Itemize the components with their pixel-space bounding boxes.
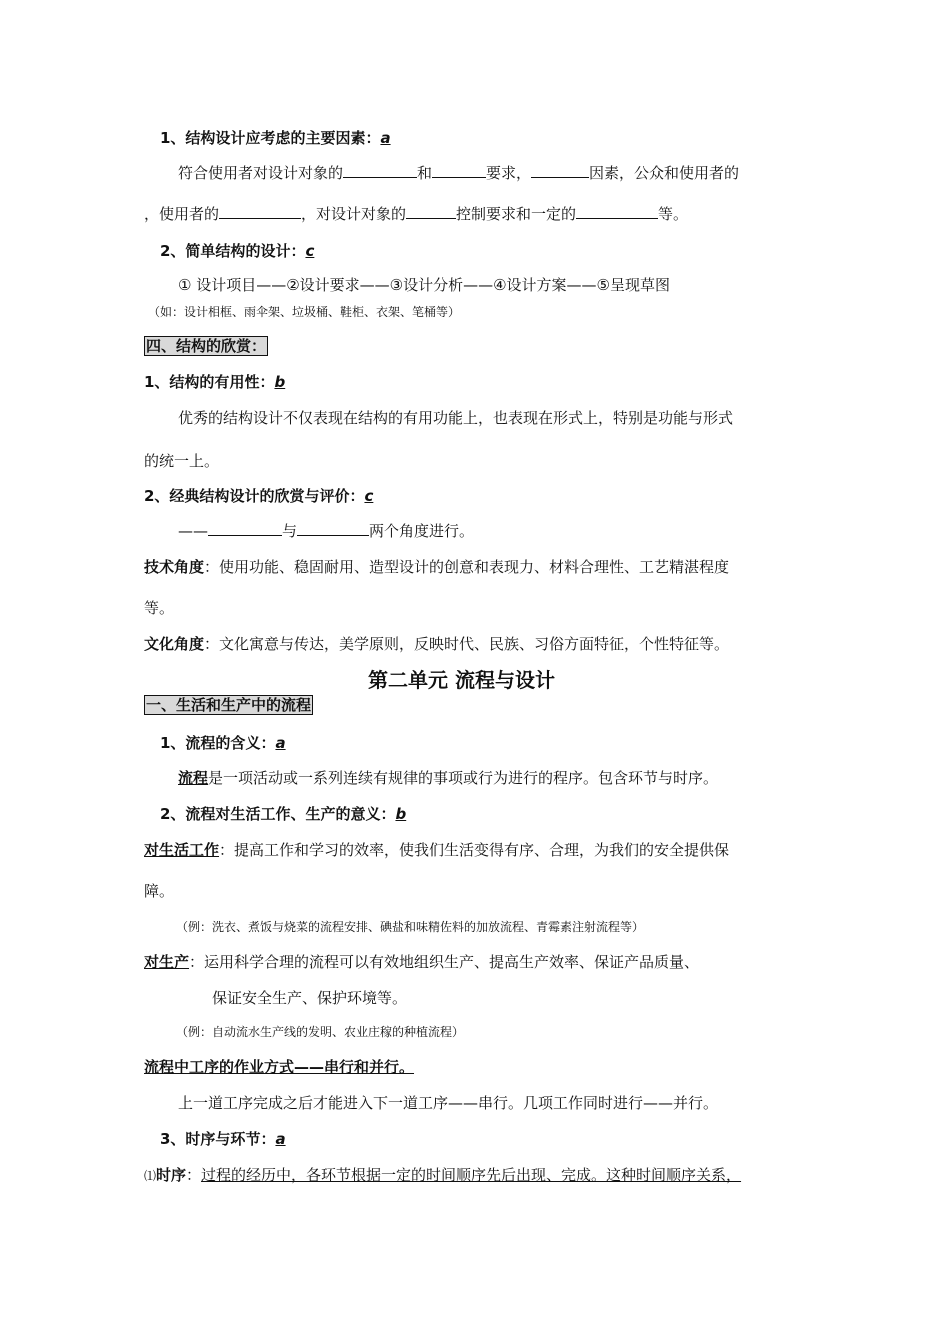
level-tag: b: [395, 805, 407, 823]
heading-label: 2、简单结构的设计：: [160, 242, 306, 260]
heading-label: 2、流程对生活工作、生产的意义：: [160, 805, 396, 823]
text-fragment: 和: [417, 164, 433, 182]
fill-blank: [219, 204, 301, 219]
fill-blank: [531, 163, 589, 178]
level-tag: a: [275, 734, 286, 752]
paragraph-cultural-angle: [144, 633, 729, 655]
heading-label: 1、流程的含义：: [160, 734, 276, 752]
paragraph-life-work: [144, 839, 729, 861]
fill-blank: [432, 163, 486, 178]
level-tag: b: [274, 373, 286, 391]
text-fragment: ：文化寓意与传达，美学原则，反映时代、民族、习俗方面特征，个性特征等。: [204, 635, 730, 653]
text-fragment: 是一项活动或一系列连续有规律的事项或行为进行的程序。包含环节与时序。: [208, 769, 719, 787]
heading-label: 2、经典结构设计的欣赏与评价：: [144, 487, 365, 505]
heading-work-modes: 流程中工序的作业方式——串行和并行。: [144, 1058, 415, 1076]
paragraph-usefulness-2: 的统一上。: [144, 452, 220, 470]
text-fragment: ，使用者的: [144, 205, 220, 223]
level-tag: c: [305, 242, 315, 260]
term-label: 对生活工作: [144, 841, 220, 859]
text-fragment: 两个角度进行。: [369, 522, 475, 540]
heading-design-factors: [160, 127, 391, 149]
section-heading-process: [144, 694, 313, 716]
term-label: 流程: [178, 769, 209, 787]
text-fragment: ：: [186, 1166, 202, 1184]
level-tag: a: [275, 1130, 286, 1148]
heading-process-meaning: [160, 732, 286, 754]
paragraph-serial-parallel: 上一道工序完成之后才能进入下一道工序——串行。几项工作同时进行——并行。: [178, 1094, 719, 1112]
fill-blank: [576, 204, 658, 219]
heading-label: 1、结构设计应考虑的主要因素：: [160, 129, 381, 147]
level-tag: c: [364, 487, 374, 505]
heading-sequence-links: [160, 1128, 286, 1150]
text-fragment: 控制要求和一定的: [456, 205, 577, 223]
text-fragment: 等。: [658, 205, 689, 223]
paragraph-usefulness-1: 优秀的结构设计不仅表现在结构的有用功能上，也表现在形式上，特别是功能与形式: [178, 409, 734, 427]
paragraph-production-cont: 保证安全生产、保护环境等。: [212, 989, 408, 1007]
level-tag: a: [380, 129, 391, 147]
paragraph-sequence: [144, 1164, 741, 1187]
production-examples: （例：自动流水生产线的发明、农业庄稼的种植流程）: [176, 1025, 465, 1039]
fill-blank: [343, 163, 417, 178]
fill-blank: [208, 521, 282, 536]
term-label: 技术角度: [144, 558, 205, 576]
section-heading-appreciation: [144, 335, 268, 357]
paragraph-life-work-end: 障。: [144, 882, 175, 900]
section-label: 四、结构的欣赏：: [146, 337, 267, 355]
unit-title: 第二单元 流程与设计: [368, 668, 555, 692]
paragraph-factors-1: [178, 162, 739, 184]
life-examples: （例：洗衣、煮饭与烧菜的流程安排、碘盐和味精佐料的加放流程、青霉素注射流程等）: [176, 920, 645, 934]
fill-blank: [406, 204, 456, 219]
design-examples: （如：设计相框、雨伞架、垃圾桶、鞋柜、衣架、笔桶等）: [148, 305, 461, 319]
paragraph-technical-angle: [144, 556, 729, 578]
paragraph-production: [144, 951, 699, 973]
paragraph-technical-angle-end: 等。: [144, 599, 175, 617]
text-fragment: ：提高工作和学习的效率，使我们生活变得有序、合理，为我们的安全提供保: [219, 841, 730, 859]
term-label: 对生产: [144, 953, 190, 971]
heading-simple-structure: [160, 240, 314, 262]
text-fragment: ——: [178, 522, 208, 540]
text-fragment: 符合使用者对设计对象的: [178, 164, 344, 182]
term-label: 时序: [156, 1166, 187, 1184]
heading-usefulness: [144, 371, 285, 393]
heading-label: 1、结构的有用性：: [144, 373, 275, 391]
fill-blank: [297, 521, 369, 536]
text-fragment: 要求，: [486, 164, 532, 182]
paragraph-two-angles: [178, 520, 474, 542]
item-number: ⑴: [144, 1169, 157, 1183]
text-fragment: ：使用功能、稳固耐用、造型设计的创意和表现力、材料合理性、工艺精湛程度: [204, 558, 730, 576]
heading-label: 3、时序与环节：: [160, 1130, 276, 1148]
text-fragment: ：运用科学合理的流程可以有效地组织生产、提高生产效率、保证产品质量、: [189, 953, 700, 971]
heading-process-significance: [160, 803, 406, 825]
paragraph-process-definition: [178, 767, 718, 789]
section-label: 一、生活和生产中的流程: [146, 696, 312, 714]
text-fragment: 因素，公众和使用者的: [589, 164, 740, 182]
text-fragment: 与: [282, 522, 298, 540]
term-label: 文化角度: [144, 635, 205, 653]
text-fragment: 过程的经历中，各环节根据一定的时间顺序先后出现、完成。这种时间顺序关系，: [201, 1166, 742, 1184]
design-steps: ① 设计项目——②设计要求——③设计分析——④设计方案——⑤呈现草图: [178, 276, 671, 294]
text-fragment: ，对设计对象的: [301, 205, 407, 223]
paragraph-factors-2: [144, 203, 688, 225]
heading-classic-evaluation: [144, 485, 373, 507]
